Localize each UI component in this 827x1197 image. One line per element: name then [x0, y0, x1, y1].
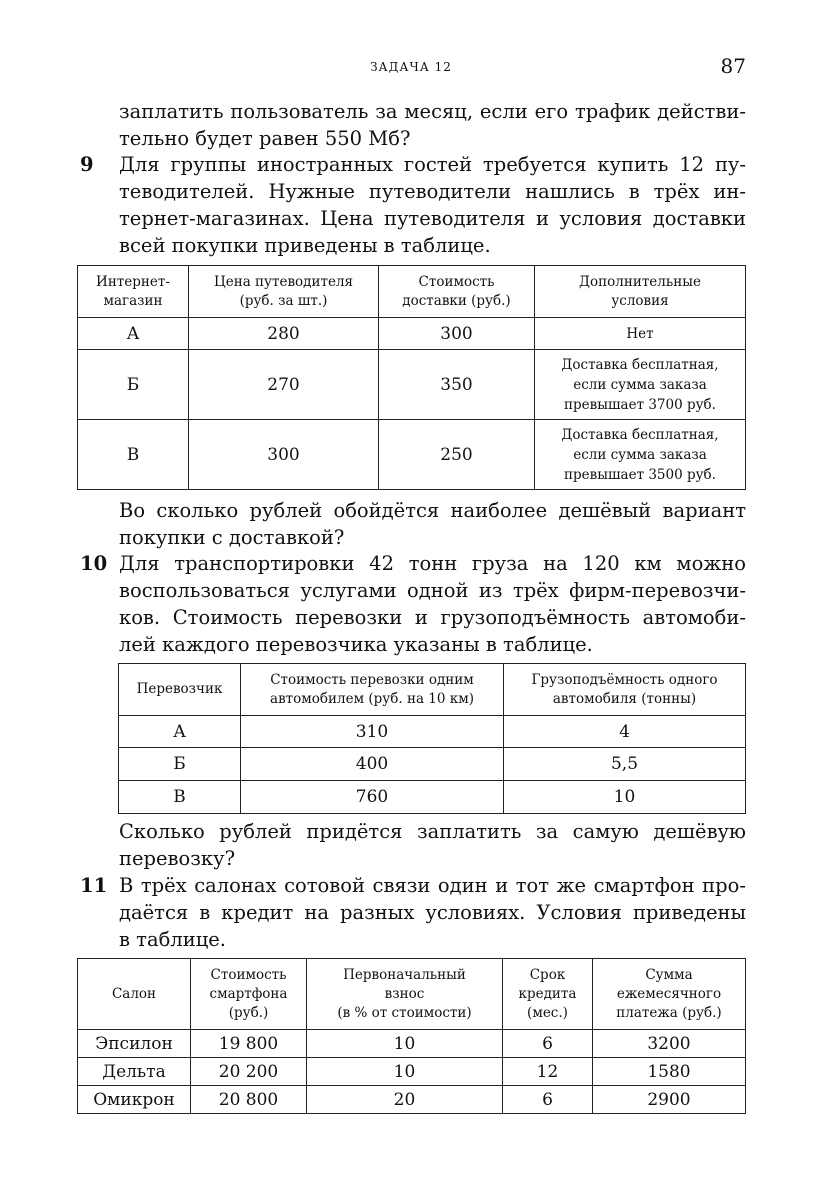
- table-cell: 310: [241, 716, 504, 748]
- text-line: тернет-магазинах. Цена путеводителя и условия доставки: [119, 207, 746, 230]
- header-cell: Стоимость смартфона (руб.): [191, 959, 307, 1030]
- table-cell: 20: [307, 1086, 503, 1114]
- table-row: [119, 781, 746, 814]
- page-number: 87: [720, 54, 746, 78]
- table-row: [119, 716, 746, 748]
- table-cell: 10: [307, 1030, 503, 1058]
- question-11-text: [119, 872, 746, 953]
- header-cell: Первоначальный взнос (в % от стоимости): [307, 959, 503, 1030]
- text-line: Сколько рублей придётся заплатить за самую дешёвую: [119, 820, 746, 843]
- text-line: Во сколько рублей обойдётся наиболее дешёвый вариант: [119, 499, 746, 522]
- table-row: [78, 318, 746, 350]
- table-cell: 10: [504, 781, 746, 814]
- table-cell: Эпсилон: [78, 1030, 191, 1058]
- table-row: [78, 1086, 746, 1114]
- header-cell: Дополнительные условия: [535, 266, 746, 318]
- table-cell: А: [119, 716, 241, 748]
- header-cell: Стоимость доставки (руб.): [379, 266, 535, 318]
- table-row: [78, 1030, 746, 1058]
- table-cell: 6: [503, 1030, 593, 1058]
- table-row: [78, 420, 746, 490]
- table-cell: 280: [189, 318, 379, 350]
- table-cell: 10: [307, 1058, 503, 1086]
- intro-paragraph: [119, 98, 746, 152]
- table-cell: 400: [241, 748, 504, 781]
- question-10-text: [119, 550, 746, 658]
- table-row: [119, 748, 746, 781]
- table-cell: 300: [379, 318, 535, 350]
- header-cell: Срок кредита (мес.): [503, 959, 593, 1030]
- page-header: [76, 54, 746, 80]
- table-cell: Б: [78, 350, 189, 420]
- table-cell: 20 200: [191, 1058, 307, 1086]
- table-cell: 300: [189, 420, 379, 490]
- text-line: теводителей. Нужные путеводители нашлись в трёх ин-: [119, 180, 746, 203]
- text-line: В трёх салонах сотовой связи один и тот же смартфон про-: [119, 874, 746, 897]
- table-cell: 6: [503, 1086, 593, 1114]
- header-cell: Стоимость перевозки одним автомобилем (руб. на 10 км): [241, 664, 504, 716]
- table-phone-credit: [77, 958, 746, 1114]
- table-header-row: [78, 959, 746, 1030]
- header-cell: Сумма ежемесячного платежа (руб.): [593, 959, 746, 1030]
- text-line: тельно будет равен 550 Мб?: [119, 127, 411, 150]
- table-cell: Доставка бесплатная, если сумма заказа превышает 3700 руб.: [535, 350, 746, 420]
- header-cell: Цена путеводителя (руб. за шт.): [189, 266, 379, 318]
- table-cell: 270: [189, 350, 379, 420]
- question-10-ask: [119, 818, 746, 872]
- table-carriers: [118, 663, 746, 814]
- text-line: Для транспортировки 42 тонн груза на 120 км можно: [119, 552, 746, 575]
- table-cell: А: [78, 318, 189, 350]
- table-cell: В: [119, 781, 241, 814]
- table-cell: 1580: [593, 1058, 746, 1086]
- header-cell: Перевозчик: [119, 664, 241, 716]
- table-row: [78, 350, 746, 420]
- table-cell: Б: [119, 748, 241, 781]
- table-cell: 12: [503, 1058, 593, 1086]
- text-line: воспользоваться услугами одной из трёх фирм-перевозчи-: [119, 579, 746, 602]
- text-line: в таблице.: [119, 928, 226, 951]
- text-line: перевозку?: [119, 847, 236, 870]
- text-line: всей покупки приведены в таблице.: [119, 234, 491, 257]
- table-cell: 4: [504, 716, 746, 748]
- header-cell: Салон: [78, 959, 191, 1030]
- question-number: 10: [80, 552, 108, 575]
- table-cell: 250: [379, 420, 535, 490]
- table-cell: 2900: [593, 1086, 746, 1114]
- table-cell: Дельта: [78, 1058, 191, 1086]
- text-line: даётся в кредит на разных условиях. Условия приведены: [119, 901, 746, 924]
- table-cell: 760: [241, 781, 504, 814]
- question-9-ask: [119, 497, 746, 551]
- table-cell: 350: [379, 350, 535, 420]
- header-cell: Грузоподъёмность одного автомобиля (тонны): [504, 664, 746, 716]
- table-header-row: [78, 266, 746, 318]
- table-header-row: [119, 664, 746, 716]
- table-cell: Доставка бесплатная, если сумма заказа превышает 3500 руб.: [535, 420, 746, 490]
- text-line: заплатить пользователь за месяц, если его трафик действи-: [119, 100, 746, 123]
- question-number: 11: [80, 874, 108, 897]
- text-line: лей каждого перевозчика указаны в таблице.: [119, 633, 593, 656]
- table-cell: 5,5: [504, 748, 746, 781]
- table-cell: Нет: [535, 318, 746, 350]
- question-number: 9: [80, 153, 94, 176]
- header-cell: Интернет- магазин: [78, 266, 189, 318]
- table-cell: 20 800: [191, 1086, 307, 1114]
- table-cell: 19 800: [191, 1030, 307, 1058]
- question-9-text: [119, 151, 746, 259]
- table-cell: Омикрон: [78, 1086, 191, 1114]
- text-line: ков. Стоимость перевозки и грузоподъёмность автомоби-: [119, 606, 746, 629]
- section-title: ЗАДАЧА 12: [370, 60, 452, 74]
- table-row: [78, 1058, 746, 1086]
- table-cell: В: [78, 420, 189, 490]
- table-cell: 3200: [593, 1030, 746, 1058]
- text-line: Для группы иностранных гостей требуется купить 12 пу-: [119, 153, 746, 176]
- table-bookstores: [77, 265, 746, 490]
- text-line: покупки с доставкой?: [119, 526, 345, 549]
